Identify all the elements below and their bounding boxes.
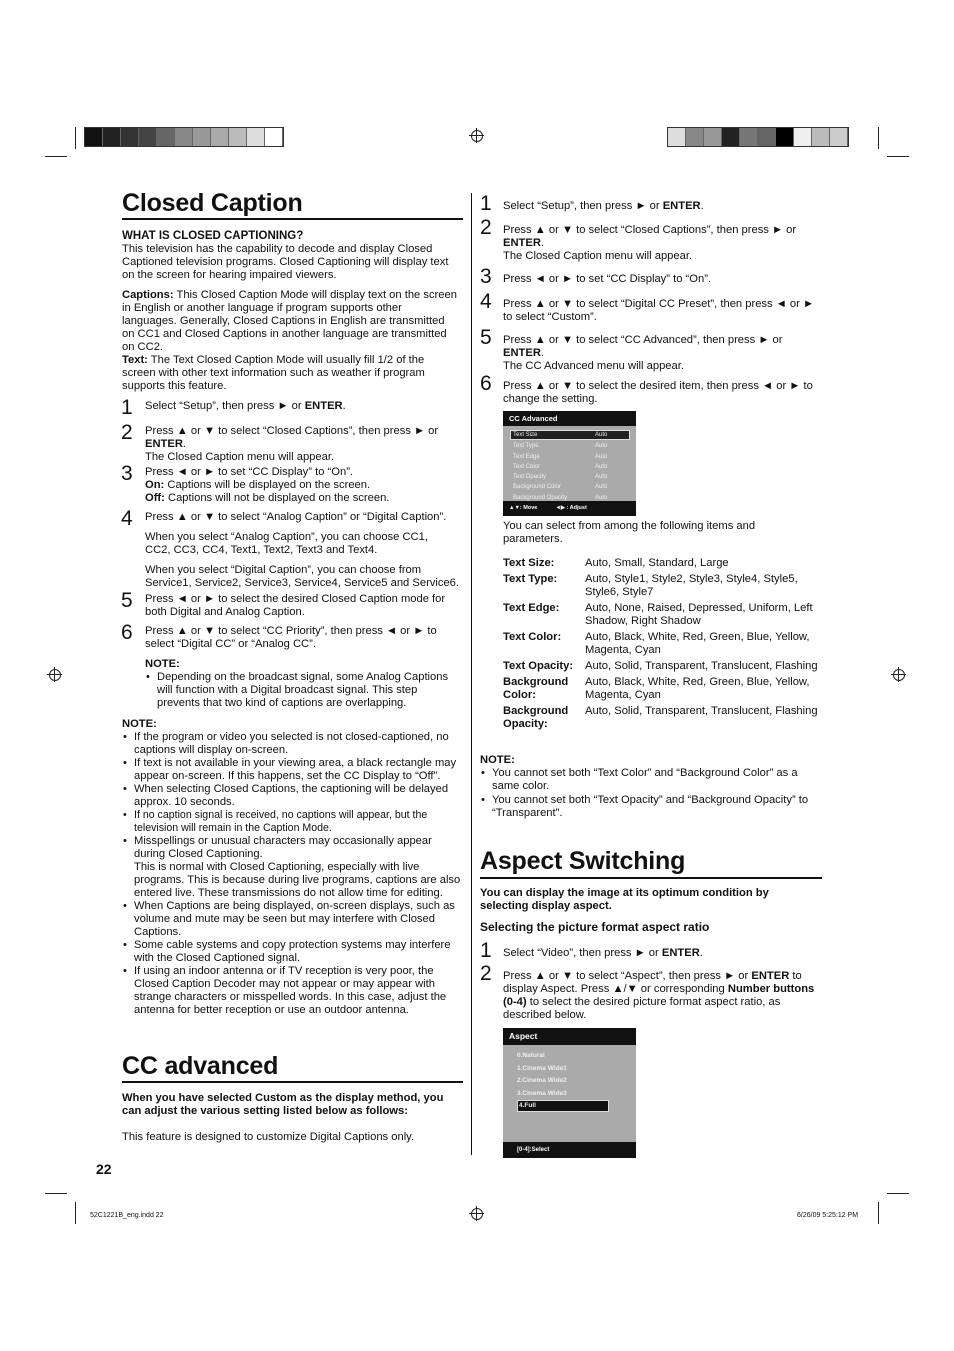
note-label: NOTE: (122, 718, 157, 730)
title-rule (122, 218, 463, 220)
list-item: • When Captions are being displayed, on-screen displays, such as volume and mute may be seen but may interfere with Closed Captions. (122, 900, 462, 939)
crop-mark (878, 127, 879, 149)
list-item: • You cannot set both “Text Color” and “Background Color” as a same color. (480, 767, 820, 793)
menu-item-selected[interactable]: 4.Full (517, 1100, 609, 1112)
menu-row-selected[interactable]: Text Size Auto (510, 430, 630, 440)
crop-mark (45, 1193, 67, 1194)
color-swatch (193, 128, 211, 146)
param-label: Text Edge: (503, 602, 560, 614)
step-number: 3 (121, 462, 133, 485)
step-detail: When you select “Digital Caption”, you can choose from Service1, Service2, Service3, Service4, Service5 and Service6. (145, 564, 460, 589)
aspect-menu (503, 1028, 636, 1154)
list-item: • Depending on the broadcast signal, some Analog Captions will function with a Digital broadcast signal. This step prevents that two kind of captions are overlapping. (145, 671, 463, 710)
step-detail: When you select “Analog Caption”, you can choose CC1, CC2, CC3, CC4, Text1, Text2, Text3 and Text4. (145, 531, 428, 556)
cc-advanced-menu (503, 411, 636, 516)
step-number: 1 (480, 939, 492, 962)
menu-row[interactable]: Text Opacity Auto (513, 474, 608, 481)
title-rule (480, 877, 822, 879)
step-text: Press ▲ or ▼ to select “Closed Captions”, then press ► or ENTER. The Closed Caption menu will appear. (503, 224, 797, 262)
param-values: Auto, Solid, Transparent, Translucent, Flashing (585, 705, 818, 717)
menu-row[interactable]: Background Color Auto (513, 484, 608, 491)
color-swatch (722, 128, 740, 146)
list-item: • Some cable systems and copy protection systems may interfere with the Closed Captioned signal. (122, 939, 462, 965)
step-text: Press ▲ or ▼ to select “Aspect”, then press ► or ENTER to display Aspect. Press ▲/▼ or corresponding Number buttons (0-4) to select the desired picture format aspect ratio, as described below. (503, 970, 815, 1021)
registration-mark-icon (893, 669, 905, 681)
note-label: NOTE: (480, 754, 515, 766)
param-label: Background Color: (503, 676, 569, 701)
param-values: Auto, Black, White, Red, Green, Blue, Yellow, Magenta, Cyan (585, 631, 810, 656)
step-text: Press ▲ or ▼ to select “CC Priority”, then press ◄ or ► to select “Digital CC” or “Analog CC”. (145, 625, 437, 650)
note-list (480, 767, 820, 820)
color-swatch (175, 128, 193, 146)
color-swatch (139, 128, 157, 146)
table-row (503, 660, 823, 676)
param-values: Auto, Black, White, Red, Green, Blue, Yellow, Magenta, Cyan (585, 676, 810, 701)
page-number: 22 (96, 1161, 112, 1177)
step-number: 3 (480, 265, 492, 288)
color-swatch (794, 128, 812, 146)
menu-items (503, 1045, 636, 1137)
text-paragraph: Text: The Text Closed Caption Mode will usually fill 1/2 of the screen with other text information such as weather if program supports this feature. (122, 354, 425, 392)
cc-advanced-intro: When you have selected Custom as the display method, you can adjust the various setting listed below as follows: (122, 1092, 444, 1117)
param-label: Text Type: (503, 573, 558, 585)
aspect-intro: You can display the image at its optimum condition by selecting display aspect. (480, 887, 769, 912)
step-text: Press ▲ or ▼ to select the desired item, then press ◄ or ► to change the setting. (503, 380, 813, 405)
list-item: • If the program or video you selected is not closed-captioned, no captions will display on-screen. (122, 731, 462, 757)
column-divider (471, 193, 472, 1155)
menu-item[interactable]: 3.Cinema Wide3 (517, 1089, 567, 1097)
step-text: Press ◄ or ► to set “CC Display” to “On”. (503, 273, 712, 285)
step-text: Select “Video”, then press ► or ENTER. (503, 947, 703, 959)
registration-mark-icon (471, 1208, 483, 1220)
step-text: Press ▲ or ▼ to select “Digital CC Preset”, then press ◄ or ► to select “Custom”. (503, 298, 815, 323)
color-swatch (211, 128, 229, 146)
color-swatch (758, 128, 776, 146)
step-text: Select “Setup”, then press ► or ENTER. (503, 200, 704, 212)
color-swatch (704, 128, 722, 146)
param-label: Background Opacity: (503, 705, 569, 730)
menu-title: CC Advanced (503, 411, 636, 426)
menu-row[interactable]: Text Edge Auto (513, 453, 608, 460)
note-list (122, 731, 462, 1017)
step-text: Press ▲ or ▼ to select “CC Advanced”, then press ► or ENTER. The CC Advanced menu will appear. (503, 334, 783, 372)
color-swatch (776, 128, 794, 146)
menu-title: Aspect (503, 1028, 636, 1045)
step-number: 1 (480, 192, 492, 215)
step-number: 2 (480, 216, 492, 239)
what-heading: WHAT IS CLOSED CAPTIONING? (122, 230, 304, 242)
step-text: Press ▲ or ▼ to select “Analog Caption” or “Digital Caption”. (145, 511, 447, 523)
crop-mark (45, 156, 67, 157)
param-values: Auto, Small, Standard, Large (585, 557, 729, 569)
footer-file: 52C1221B_eng.indd 22 (90, 1212, 164, 1219)
color-swatch (121, 128, 139, 146)
menu-row[interactable]: Text Color Auto (513, 463, 608, 470)
list-item: • Misspellings or unusual characters may occasionally appear during Closed Captioning. This is normal with Closed Captioning, especially with live programs. This is because during live programs, captions are also entered live. These transmissions do not allow time for editing. (122, 835, 462, 900)
step-text: Select “Setup”, then press ► or ENTER. (145, 400, 346, 412)
menu-row[interactable]: Text Type Auto (513, 443, 608, 450)
registration-mark-icon (49, 669, 61, 681)
param-label: Text Color: (503, 631, 562, 643)
color-swatch (686, 128, 704, 146)
menu-item[interactable]: 1.Cinema Wide1 (517, 1064, 567, 1072)
table-row (503, 557, 823, 573)
list-item: • When selecting Closed Captions, the captioning will be delayed approx. 10 seconds. (122, 783, 462, 809)
crop-mark (887, 1193, 909, 1194)
menu-rows (503, 426, 636, 501)
color-swatch (668, 128, 686, 146)
color-swatch (830, 128, 848, 146)
color-swatch (740, 128, 758, 146)
step-text: Press ◄ or ► to set “CC Display” to “On”. On: Captions will be displayed on the screen. Off: Captions will not be displayed on the screen. (145, 466, 390, 504)
menu-item[interactable]: 0.Natural (517, 1052, 545, 1059)
crop-mark (75, 127, 76, 149)
closed-caption-title: Closed Caption (122, 189, 303, 217)
color-swatch (265, 128, 283, 146)
list-item: • If text is not available in your viewing area, a black rectangle may appear on-screen. If this happens, set the CC Display to “Off”. (122, 757, 462, 783)
step-number: 6 (121, 621, 133, 644)
footer-timestamp: 6/26/09 5:25:12 PM (797, 1212, 859, 1219)
step-number: 6 (480, 372, 492, 395)
aspect-switching-title: Aspect Switching (480, 847, 686, 875)
table-row (503, 602, 823, 631)
param-values: Auto, None, Raised, Depressed, Uniform, Left Shadow, Right Shadow (585, 602, 813, 627)
step-number: 4 (121, 507, 133, 530)
step-text: Press ◄ or ► to select the desired Closed Caption mode for both Digital and Analog Caption. (145, 593, 446, 618)
cc-advanced-note: This feature is designed to customize Digital Captions only. (122, 1131, 415, 1143)
registration-mark-icon (471, 130, 483, 142)
param-values: Auto, Solid, Transparent, Translucent, Flashing (585, 660, 818, 672)
crop-mark (887, 156, 909, 157)
step-number: 5 (121, 589, 133, 612)
table-row (503, 631, 823, 660)
color-swatch (157, 128, 175, 146)
parameter-table (503, 557, 823, 734)
cc-advanced-title: CC advanced (122, 1052, 279, 1080)
table-row (503, 573, 823, 602)
menu-item[interactable]: 2.Cinema Wide2 (517, 1077, 567, 1084)
intro-text: This television has the capability to decode and display Closed Captioned television programs. Closed Captioning will display text on the screen for hearing impaired viewers. (122, 243, 449, 281)
step-number: 5 (480, 326, 492, 349)
menu-footer: ▲▼: Move ◄▶ : Adjust (503, 501, 636, 516)
crop-mark (75, 1202, 76, 1224)
captions-paragraph: Captions: This Closed Caption Mode will display text on the screen in English or another language if program supports other languages. Generally, Closed Captions in English are transmitted on CC1 and Closed Captions in another language are transmitted on CC2. (122, 289, 457, 353)
table-row (503, 676, 823, 705)
color-swatch (103, 128, 121, 146)
color-strip-right (667, 127, 849, 147)
param-label: Text Opacity: (503, 660, 574, 672)
menu-footer: [0-4]:Select (503, 1142, 636, 1158)
step-text: Press ▲ or ▼ to select “Closed Captions”, then press ► or ENTER. The Closed Caption menu will appear. (145, 425, 439, 463)
title-rule (122, 1081, 463, 1083)
list-item: • If using an indoor antenna or if TV reception is very poor, the Closed Caption Decoder may not appear or may appear with strange characters or misspelled words. In this case, adjust the antenna for better reception or use an outdoor antenna. (122, 965, 462, 1017)
crop-mark (878, 1202, 879, 1224)
select-text: You can select from among the following items and parameters. (503, 520, 756, 545)
table-row (503, 705, 823, 734)
color-strip-left (84, 127, 284, 147)
param-label: Text Size: (503, 557, 555, 569)
step-number: 4 (480, 290, 492, 313)
list-item: • You cannot set both “Text Opacity” and “Background Opacity” to “Transparent”. (480, 794, 820, 820)
step-number: 1 (121, 396, 133, 419)
step-note-list (145, 671, 463, 710)
menu-row[interactable]: Background Opacity Auto (513, 494, 608, 501)
color-swatch (229, 128, 247, 146)
param-values: Auto, Style1, Style2, Style3, Style4, Style5, Style6, Style7 (585, 573, 798, 598)
color-swatch (812, 128, 830, 146)
step-number: 2 (121, 421, 133, 444)
aspect-subheading: Selecting the picture format aspect ratio (480, 920, 710, 934)
color-swatch (85, 128, 103, 146)
step-note-label: NOTE: (145, 658, 180, 670)
step-number: 2 (480, 962, 492, 985)
color-swatch (247, 128, 265, 146)
list-item: • If no caption signal is received, no captions will appear, but the television will remain in the Caption Mode. (122, 809, 462, 835)
